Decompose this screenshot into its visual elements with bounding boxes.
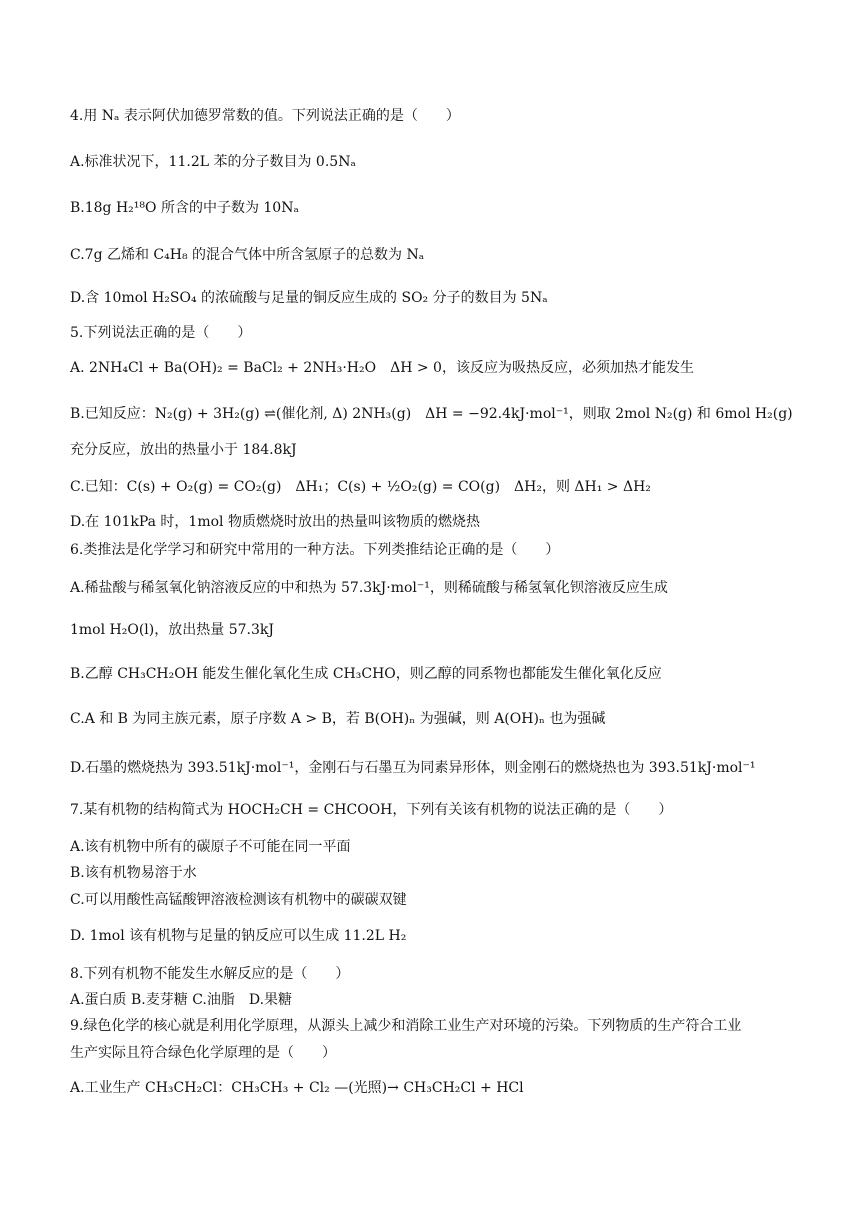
question-6-option-c: C.A 和 B 为同主族元素，原子序数 A > B，若 B(OH)ₙ 为强碱，则 A(OH)ₙ 也为强碱 xyxy=(70,711,606,727)
question-7-option-b: B.该有机物易溶于水 xyxy=(70,865,197,881)
question-7-option-a: A.该有机物中所有的碳原子不可能在同一平面 xyxy=(70,839,351,855)
question-5-option-d: D.在 101kPa 时，1mol 物质燃烧时放出的热量叫该物质的燃烧热 xyxy=(70,514,480,530)
question-9-stem-continued: 生产实际且符合绿色化学原理的是（ ） xyxy=(70,1045,336,1061)
question-4-option-b: B.18g H₂¹⁸O 所含的中子数为 10Nₐ xyxy=(70,200,299,216)
question-7-option-c: C.可以用酸性高锰酸钾溶液检测该有机物中的碳碳双键 xyxy=(70,892,407,908)
question-4-option-d: D.含 10mol H₂SO₄ 的浓硫酸与足量的铜反应生成的 SO₂ 分子的数目为 5Nₐ xyxy=(70,290,548,306)
question-8-options: A.蛋白质 B.麦芽糖 C.油脂 D.果糖 xyxy=(70,992,293,1008)
question-4-stem: 4.用 Nₐ 表示阿伏加德罗常数的值。下列说法正确的是（ ） xyxy=(70,108,460,124)
question-6-option-b: B.乙醇 CH₃CH₂OH 能发生催化氧化生成 CH₃CHO，则乙醇的同系物也都能发生催化氧化反应 xyxy=(70,666,662,682)
question-8-stem: 8.下列有机物不能发生水解反应的是（ ） xyxy=(70,966,350,982)
question-7-stem: 7.某有机物的结构简式为 HOCH₂CH = CHCOOH，下列有关该有机物的说法正确的是（ ） xyxy=(70,802,673,818)
question-4-option-a: A.标准状况下，11.2L 苯的分子数目为 0.5Nₐ xyxy=(70,154,356,170)
question-7-option-d: D. 1mol 该有机物与足量的钠反应可以生成 11.2L H₂ xyxy=(70,928,407,944)
question-9-stem: 9.绿色化学的核心就是利用化学原理，从源头上减少和消除工业生产对环境的污染。下列物质的生产符合工业 xyxy=(70,1018,742,1034)
question-6-option-a-continued: 1mol H₂O(l)，放出热量 57.3kJ xyxy=(70,622,274,638)
question-5-stem: 5.下列说法正确的是（ ） xyxy=(70,325,252,341)
question-5-option-c: C.已知：C(s) + O₂(g) = CO₂(g) ΔH₁；C(s) + ½O₂(g) = CO(g) ΔH₂，则 ΔH₁ > ΔH₂ xyxy=(70,479,651,495)
question-6-stem: 6.类推法是化学学习和研究中常用的一种方法。下列类推结论正确的是（ ） xyxy=(70,542,560,558)
question-6-option-d: D.石墨的燃烧热为 393.51kJ·mol⁻¹，金刚石与石墨互为同素异形体，则金刚石的燃烧热也为 393.51kJ·mol⁻¹ xyxy=(70,760,756,776)
question-5-option-a: A. 2NH₄Cl + Ba(OH)₂ = BaCl₂ + 2NH₃·H₂O ΔH > 0，该反应为吸热反应，必须加热才能发生 xyxy=(70,360,694,376)
question-9-option-a: A.工业生产 CH₃CH₂Cl：CH₃CH₃ + Cl₂ —(光照)→ CH₃CH₂Cl + HCl xyxy=(70,1080,524,1096)
question-6-option-a: A.稀盐酸与稀氢氧化钠溶液反应的中和热为 57.3kJ·mol⁻¹，则稀硫酸与稀氢氧化钡溶液反应生成 xyxy=(70,580,668,596)
question-4-option-c: C.7g 乙烯和 C₄H₈ 的混合气体中所含氢原子的总数为 Nₐ xyxy=(70,247,425,263)
question-5-option-b: B.已知反应：N₂(g) + 3H₂(g) ⇌(催化剂, Δ) 2NH₃(g) ΔH = −92.4kJ·mol⁻¹，则取 2mol N₂(g) 和 6mol H₂(g) xyxy=(70,406,793,422)
question-5-option-b-continued: 充分反应，放出的热量小于 184.8kJ xyxy=(70,442,297,458)
